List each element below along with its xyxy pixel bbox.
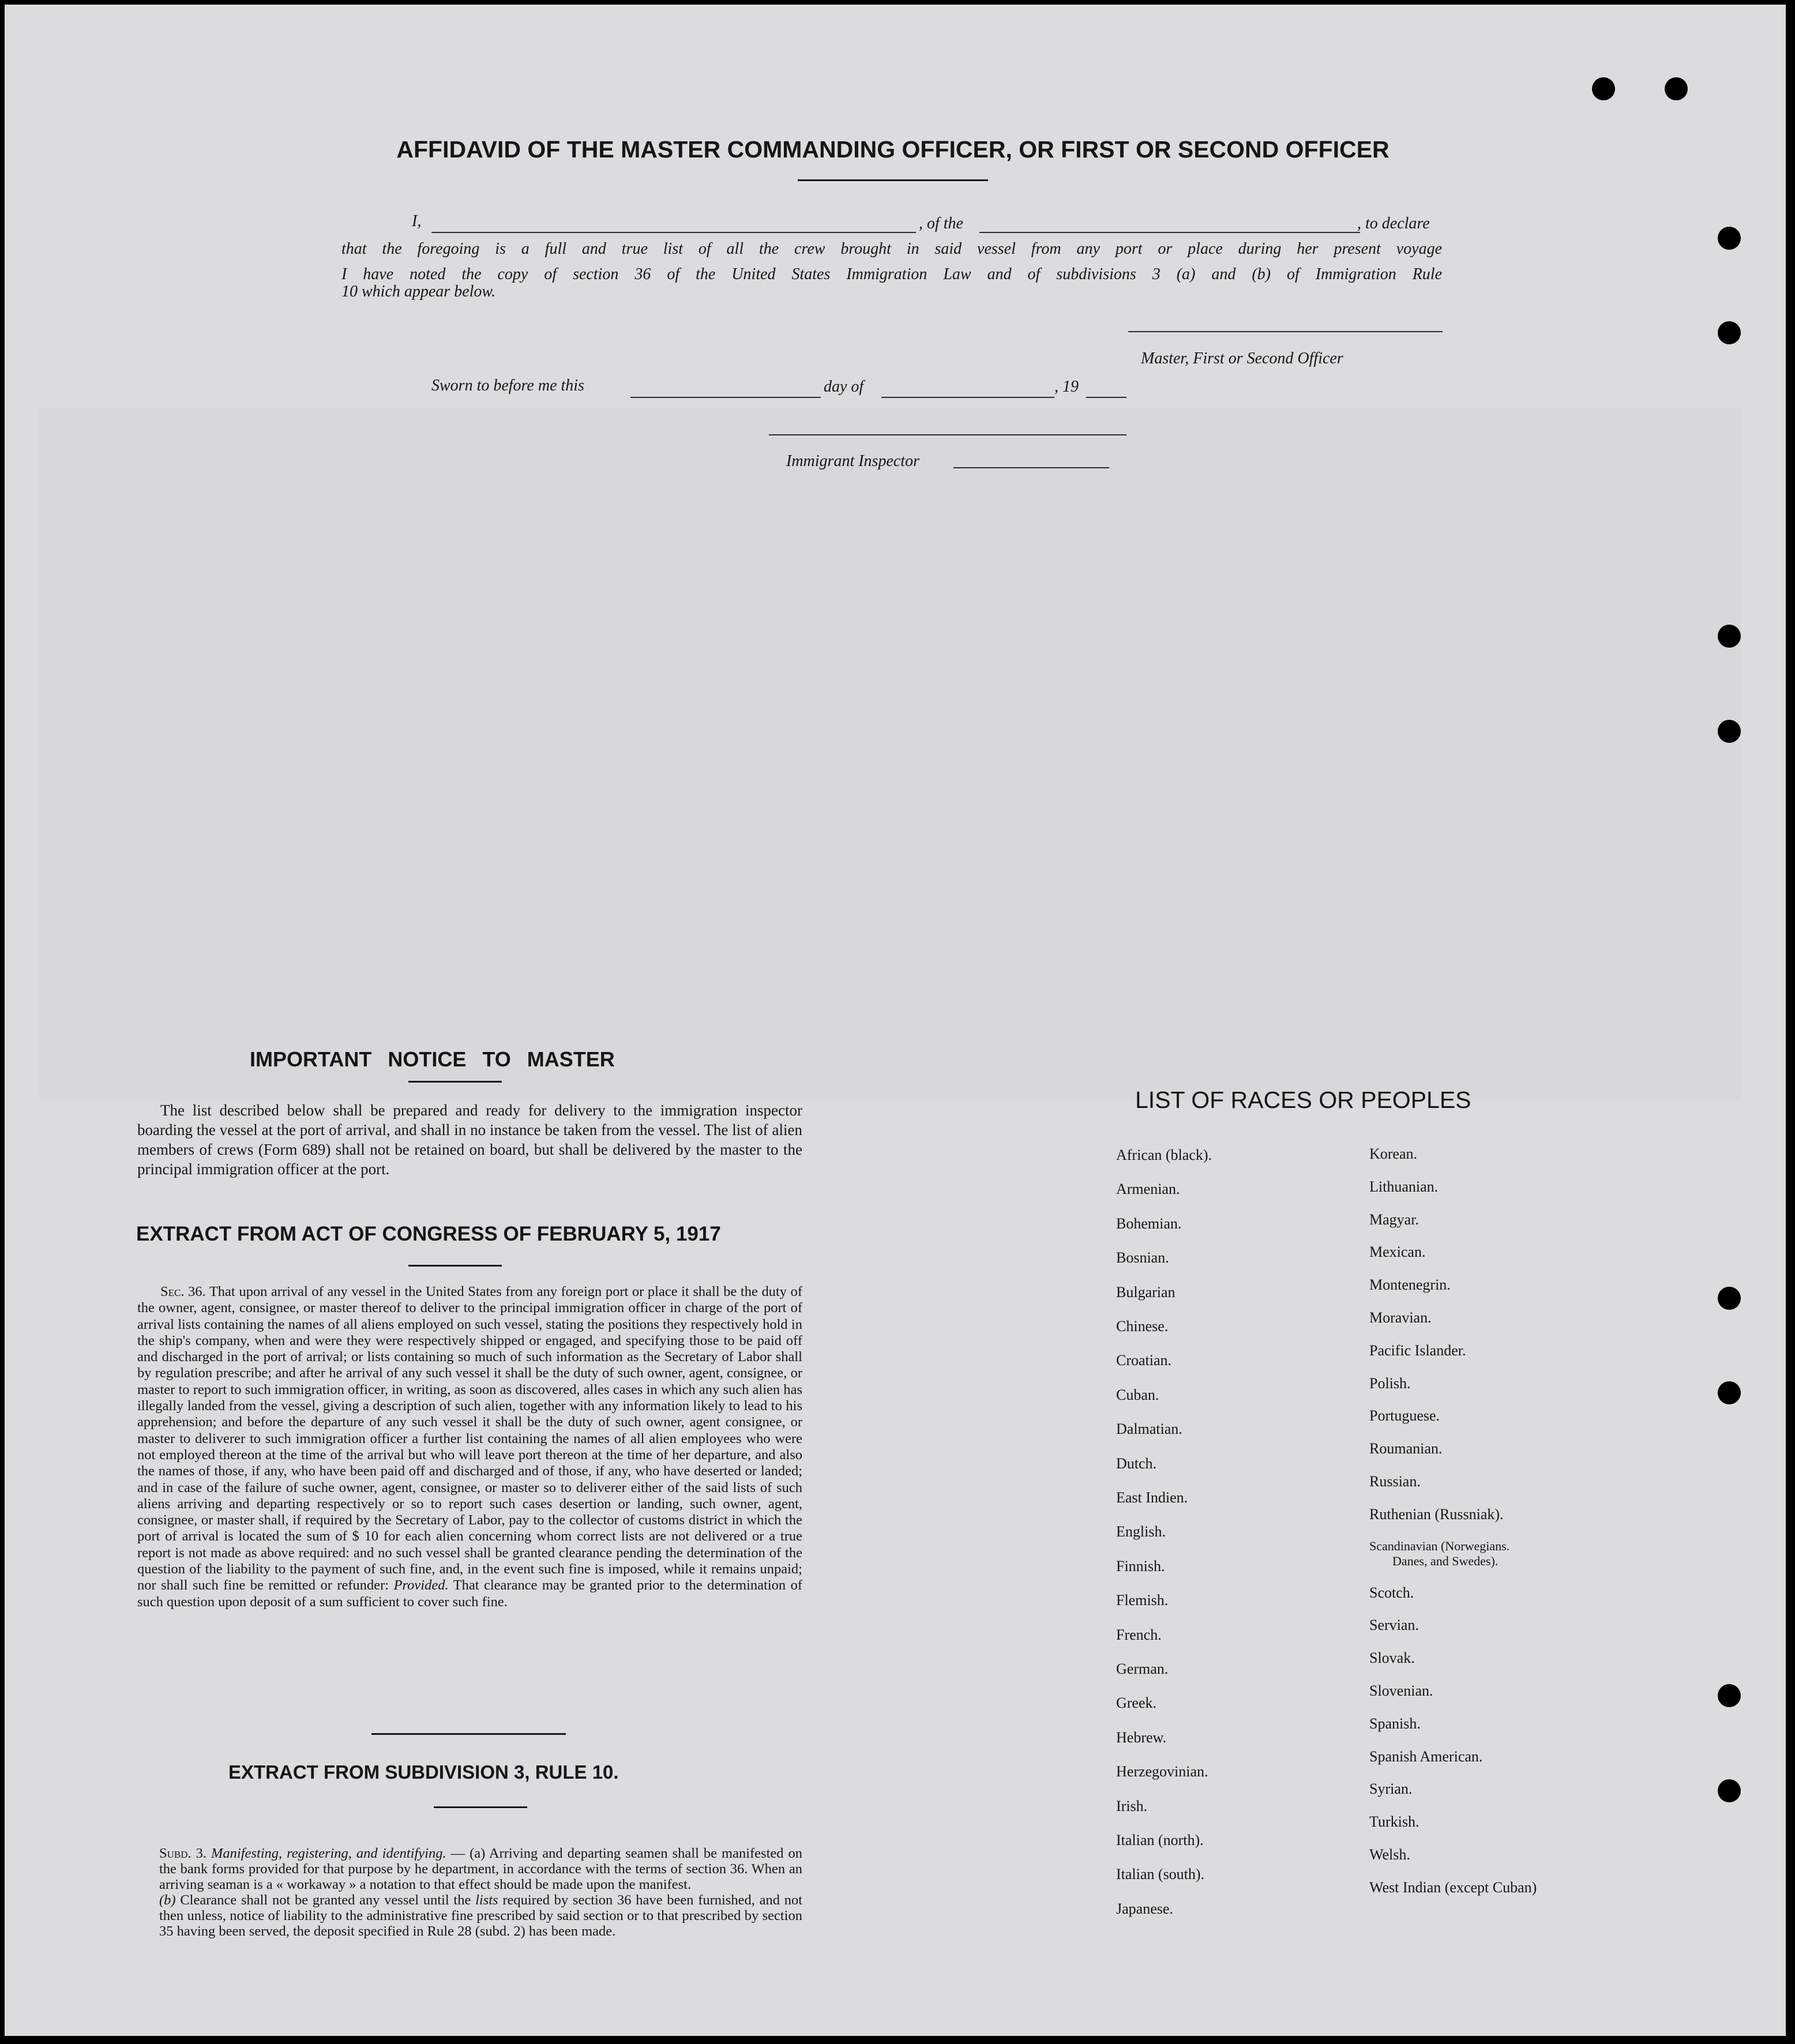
affidavit-i: I, <box>412 212 422 230</box>
race-item: Spanish. <box>1369 1715 1421 1732</box>
race-item: Magyar. <box>1369 1211 1419 1228</box>
rule10-subd-title: Manifesting, registering, and identifying. <box>211 1846 446 1861</box>
rule10-title: EXTRACT FROM SUBDIVISION 3, RULE 10. <box>228 1761 619 1783</box>
notice-title-word-3: TO <box>482 1047 511 1071</box>
race-item: Italian (north). <box>1116 1832 1204 1848</box>
punch-hole-3 <box>1718 625 1741 648</box>
affidavit-of-the: , of the <box>919 215 963 232</box>
race-item: African (black). <box>1116 1147 1212 1163</box>
punch-hole-2 <box>1718 321 1741 344</box>
sworn-year-blank[interactable] <box>1086 397 1126 398</box>
race-item: English. <box>1116 1523 1166 1540</box>
race-item: Portuguese. <box>1369 1407 1440 1425</box>
race-item: Danes, and Swedes). <box>1392 1553 1499 1568</box>
race-item: Korean. <box>1369 1145 1418 1162</box>
race-item: Greek. <box>1116 1694 1157 1712</box>
notice-title <box>250 1047 615 1072</box>
signature-label: Master, First or Second Officer <box>1141 350 1343 367</box>
rule10-para-a-text: Arriving and departing seamen shall be manifested on the bank forms provided for that purpose by he department, in accordance with the terms of section 36. When an arriving seaman is a « workaway » a notation to that effect should be made upon the manifest. <box>159 1846 802 1892</box>
race-item: Pacific Islander. <box>1369 1342 1466 1359</box>
notice-title-word-1: IMPORTANT <box>250 1047 372 1071</box>
year-label: , 19 <box>1054 378 1079 396</box>
race-item: Ruthenian (Russniak). <box>1369 1505 1504 1523</box>
affidavit-line2: that the foregoing is a full and true list of all the crew brought in said vessel from any port or place during her present voyage <box>341 240 1442 258</box>
signature-blank[interactable] <box>1128 331 1443 332</box>
punch-hole-5 <box>1718 1287 1741 1310</box>
affidavit-title: AFFIDAVID OF THE MASTER COMMANDING OFFICER, OR FIRST OR SECOND OFFICER <box>396 136 1390 163</box>
race-item: Dutch. <box>1116 1455 1157 1472</box>
race-item: Roumanian. <box>1369 1440 1443 1457</box>
race-item: Slovenian. <box>1369 1682 1433 1699</box>
race-item: Hebrew. <box>1116 1729 1167 1746</box>
punch-hole-8 <box>1718 1779 1741 1802</box>
race-item: Croatian. <box>1116 1352 1172 1369</box>
rule10-para-a-lead: — (a) <box>450 1846 486 1861</box>
inspector-name-blank[interactable] <box>953 467 1109 468</box>
punch-hole-top-right <box>1665 77 1688 100</box>
rule10-para-a <box>159 1846 802 1892</box>
name-blank[interactable] <box>431 232 916 233</box>
race-item: Polish. <box>1369 1374 1411 1392</box>
race-item: Welsh. <box>1369 1846 1410 1863</box>
race-item: Lithuanian. <box>1369 1178 1439 1195</box>
race-item: Turkish. <box>1369 1813 1420 1831</box>
rule10-para-b-lead: (b) <box>159 1892 176 1908</box>
race-item: Spanish American. <box>1369 1748 1483 1765</box>
rule10-para-b-text-1: Clearance shall not be granted any vessel until the <box>180 1892 471 1908</box>
sworn-day-blank[interactable] <box>630 397 821 398</box>
race-item: Mexican. <box>1369 1243 1426 1261</box>
race-item: East Indien. <box>1116 1489 1188 1506</box>
act-title: EXTRACT FROM ACT OF CONGRESS OF FEBRUARY 5, 1917 <box>136 1223 721 1245</box>
bleed-through-band <box>39 408 1741 1100</box>
races-title: LIST OF RACES OR PEOPLES <box>1135 1087 1471 1113</box>
act-title-rule <box>408 1265 502 1267</box>
act-body <box>137 1284 802 1610</box>
sworn-label: Sworn to before me this <box>431 377 584 394</box>
rule10-para-b <box>159 1892 802 1939</box>
race-item: Finnish. <box>1116 1557 1165 1575</box>
race-item: Irish. <box>1116 1797 1148 1814</box>
notice-title-rule <box>408 1081 502 1083</box>
race-item: Bosnian. <box>1116 1249 1169 1267</box>
inspector-signature-blank[interactable] <box>769 434 1126 435</box>
act-body-text: That upon arrival of any vessel in the United States from any foreign port or place it shall be the duty of the owner, agent, consignee, or master thereof to deliver to the principal immigration officer in charge of the port of arrival lists containing the names of all aliens employed on such vessel, stating the positions they respectively hold in the ship's company, when and were they were respectively shipped or engaged, and specifying those to be paid off and discharged in the port of arrival; or lists containing so much of such information as the Secretary of Labor shall by regulation prescribe; and after he arrival of any such vessel it shall be the duty of such owner, agent, consignee, or master to report to such immigration officer, in writing, as soon as discovered, alles cases in which any such alien has illegally landed from the vessel, giving a description of such alien, together with any information likely to lead to his apprehension; and before the departure of any such vessel it shall be the duty of such owner, agent consignee, or master to deliverer to such immigration officer a further list containing the names of all alien employees who were not employed thereon at the time of the arrival but who will leave port thereon at the time of her departure, and also the names of those, if any, who have been paid off and discharged and of those, if any, who have deserted or landed; and in case of the failure of suche owner, agent, consignee, or master so to deliverer either of the said lists of such aliens arriving and departing respectively or so to report such cases desertion or landing, such owner, agent, consignee, or master shall, if required by the Secretary of Labor, pay to the collector of customs district in which the port of arrival is located the sum of $ 10 for each alien concerning whom correct lists are not delivered or a true report is not made as above required: and no such vessel shall be granted clearance pending the determination of the question of the liability to the payment of such fine, and, in the event such fine is imposed, while it remains unpaid; nor shall such fine be remitted or refunder: <box>137 1284 802 1594</box>
race-item: Scandinavian (Norwegians. <box>1369 1538 1510 1553</box>
act-provided: Provided. <box>393 1577 449 1594</box>
race-item: West Indian (except Cuban) <box>1369 1878 1537 1896</box>
race-item: French. <box>1116 1626 1162 1643</box>
race-item: Flemish. <box>1116 1592 1169 1609</box>
race-item: Bohemian. <box>1116 1215 1182 1232</box>
affidavit-to-declare: , to declare <box>1357 215 1430 232</box>
punch-hole-6 <box>1718 1381 1741 1404</box>
race-item: Japanese. <box>1116 1900 1173 1917</box>
rule10-subd-label: Subd. 3. <box>159 1846 207 1861</box>
affidavit-line3: I have noted the copy of section 36 of the United States Immigration Law and of subdivisions 3 (a) and (b) of Immigration Rule <box>341 265 1442 283</box>
race-item: Herzegovinian. <box>1116 1763 1208 1780</box>
document-page <box>5 5 1786 2036</box>
punch-hole-4 <box>1718 720 1741 743</box>
notice-body: The list described below shall be prepared and ready for delivery to the immigration inspector boarding the vessel at the port of arrival, and shall in no instance be taken from the vessel. The list of alien members of crews (Form 689) shall not be retained on board, but shall be delivered by the master to the principal immigration officer at the port. <box>137 1102 802 1178</box>
notice-title-word-2: NOTICE <box>388 1047 467 1071</box>
sworn-month-blank[interactable] <box>881 397 1054 398</box>
race-item: Moravian. <box>1369 1309 1432 1326</box>
vessel-blank[interactable] <box>979 232 1360 233</box>
rule10-body <box>159 1846 802 1939</box>
notice-title-word-4: MASTER <box>527 1047 615 1071</box>
rule10-para-b-lists: lists <box>475 1892 498 1908</box>
punch-hole-top-left <box>1592 77 1615 100</box>
race-item: Russian. <box>1369 1473 1421 1490</box>
race-item: Cuban. <box>1116 1386 1159 1403</box>
race-item: Scotch. <box>1369 1584 1414 1601</box>
rule10-title-rule <box>434 1806 527 1808</box>
race-item: Servian. <box>1369 1617 1419 1634</box>
punch-hole-7 <box>1718 1684 1741 1707</box>
race-item: Syrian. <box>1369 1780 1413 1798</box>
race-item: Slovak. <box>1369 1650 1415 1667</box>
act-body-end: That clearance may be granted prior to the determination of such question upon deposit of a sum sufficient to cover such fine. <box>137 1577 803 1610</box>
act-end-rule <box>371 1733 566 1735</box>
race-item: Dalmatian. <box>1116 1421 1182 1438</box>
race-item: Bulgarian <box>1116 1283 1176 1301</box>
inspector-label: Immigrant Inspector <box>786 452 919 470</box>
race-item: German. <box>1116 1660 1169 1677</box>
race-item: Armenian. <box>1116 1181 1180 1198</box>
affidavit-title-rule <box>798 179 988 181</box>
rule10-para-b-text-2: required by section 36 have been furnished, and not then unless, notice of liability to the administrative fine prescribed by said section or to that prescribed by section 35 having been served, the deposit specified in Rule 28 (subd. 2) has been made. <box>159 1892 803 1939</box>
punch-hole-1 <box>1718 227 1741 250</box>
day-of-label: day of <box>824 378 864 396</box>
race-item: Chinese. <box>1116 1318 1169 1335</box>
race-item: Italian (south). <box>1116 1866 1205 1883</box>
affidavit-line4: 10 which appear below. <box>341 283 496 300</box>
act-section-label: Sec. 36. <box>160 1284 206 1299</box>
race-item: Montenegrin. <box>1369 1276 1451 1294</box>
